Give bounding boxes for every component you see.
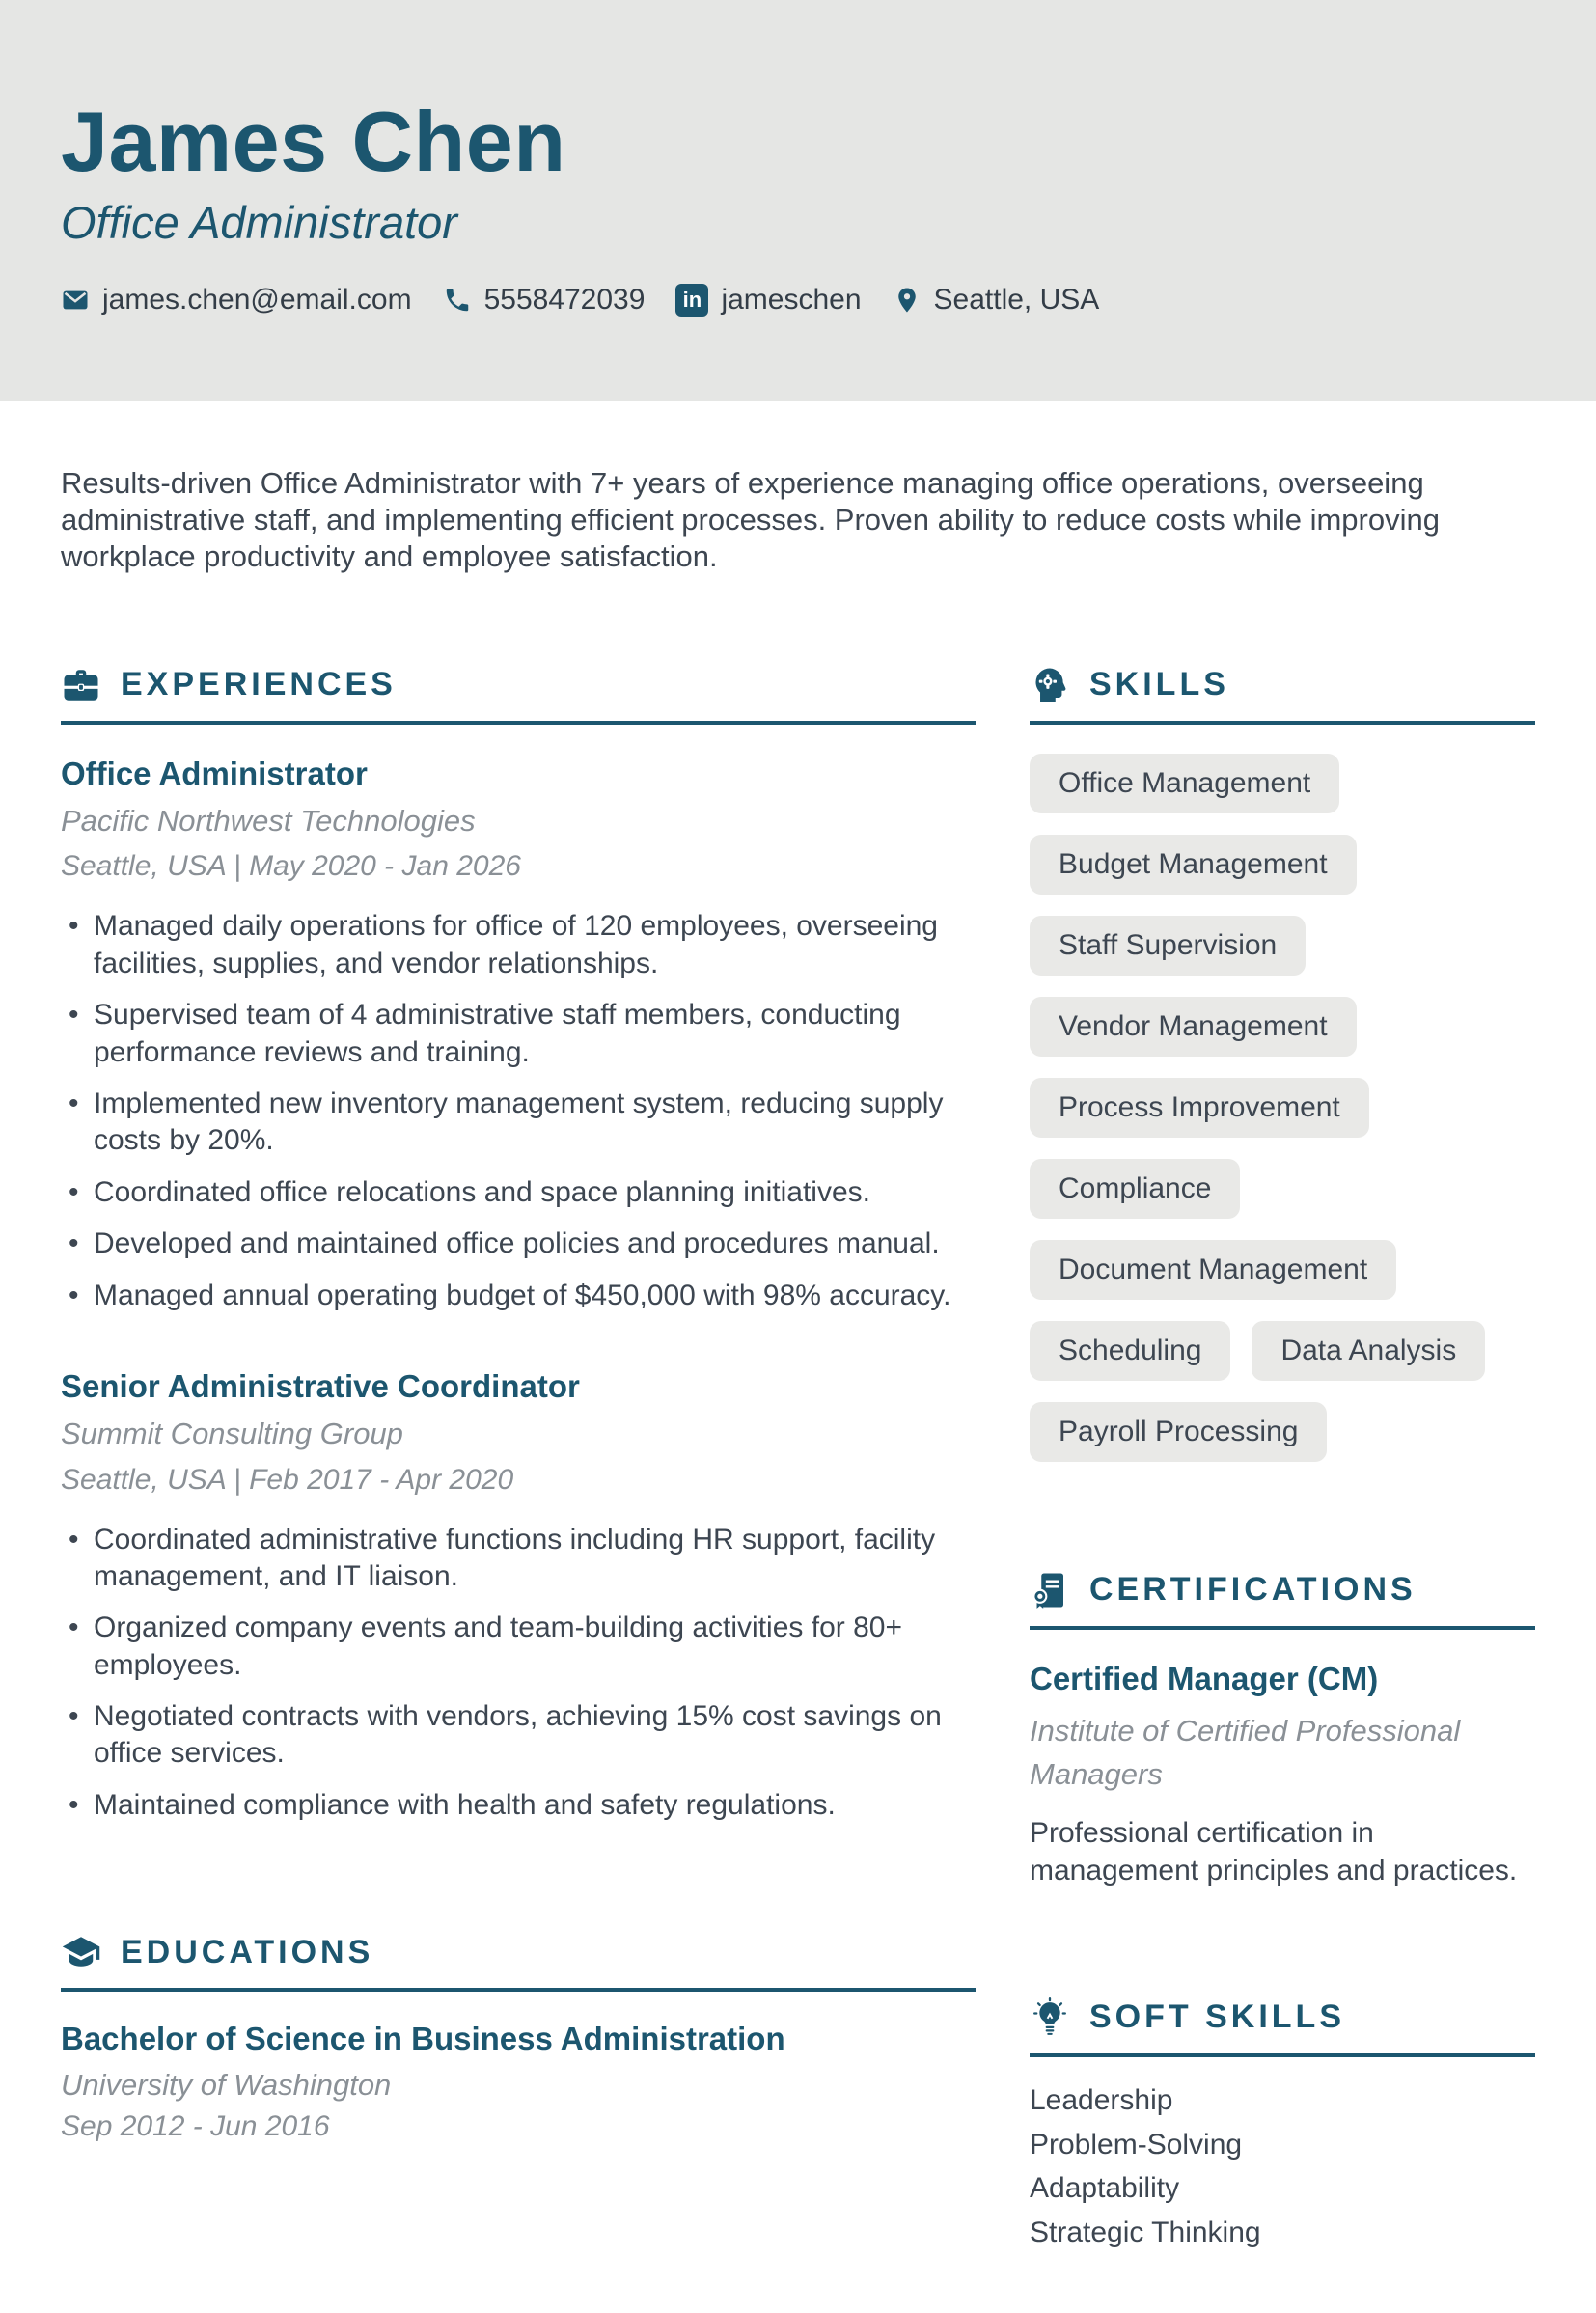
contact-email[interactable]	[61, 284, 412, 317]
skill-tag: Process Improvement	[1030, 1078, 1369, 1138]
job-bullet: • Coordinated administrative functions including HR support, facility management, and IT liaison.	[61, 1522, 976, 1596]
soft-skill-item: Leadership	[1030, 2083, 1173, 2116]
phone-icon	[443, 286, 472, 315]
job-location-dates: Seattle, USA | May 2020 - Jan 2026	[61, 850, 521, 883]
education-entry	[61, 2019, 976, 2143]
resume-body	[0, 465, 1596, 2313]
graduation-cap-icon	[61, 1932, 101, 1972]
certification-issuer: Institute of Certified Professional Managers	[1030, 1713, 1461, 1791]
soft-skill-item: Problem-Solving	[1030, 2128, 1243, 2161]
experiences-header	[61, 665, 976, 725]
two-column-layout	[61, 665, 1535, 2255]
skills-section	[1030, 665, 1535, 1462]
certifications-section	[1030, 1570, 1535, 1889]
summary-paragraph: Results-driven Office Administrator with 7+ years of experience managing office operations, overseeing administrative staff, and implementing efficient processes. Proven ability to reduce costs while improving workplace productivity and employee satisfaction.	[61, 465, 1440, 574]
experiences-section	[61, 665, 976, 1824]
certificate-icon	[1030, 1570, 1070, 1611]
job-bullet: • Supervised team of 4 administrative staff members, conducting performance reviews and training.	[61, 997, 976, 1071]
soft-skill-list	[1030, 2079, 1535, 2256]
header	[0, 0, 1596, 401]
contact-row	[61, 284, 1535, 317]
skills-heading: SKILLS	[1089, 666, 1229, 703]
skill-tag: Budget Management	[1030, 835, 1357, 895]
certifications-header	[1030, 1570, 1535, 1630]
skill-tag: Data Analysis	[1252, 1321, 1485, 1381]
skill-tag: Vendor Management	[1030, 997, 1357, 1057]
contact-phone[interactable]	[443, 284, 646, 317]
job-location-dates: Seattle, USA | Feb 2017 - Apr 2020	[61, 1463, 514, 1496]
education-dates: Sep 2012 - Jun 2016	[61, 2110, 330, 2143]
education-degree: Bachelor of Science in Business Administration	[61, 2021, 785, 2057]
certification-description: Professional certification in management principles and practices.	[1030, 1816, 1518, 1886]
soft-skills-heading: SOFT SKILLS	[1089, 1998, 1345, 2036]
person-name: James Chen	[61, 94, 566, 189]
email-icon	[61, 286, 90, 315]
job-bullet: • Organized company events and team-building activities for 80+ employees.	[61, 1610, 976, 1684]
job-company: Summit Consulting Group	[61, 1417, 403, 1451]
person-job-title: Office Administrator	[61, 197, 457, 249]
briefcase-icon	[61, 665, 101, 705]
contact-email-text: james.chen@email.com	[102, 283, 412, 316]
contact-phone-text: 5558472039	[483, 283, 646, 316]
skill-tag: Office Management	[1030, 754, 1339, 813]
job-company: Pacific Northwest Technologies	[61, 804, 476, 839]
job-bullet: • Managed daily operations for office of 120 employees, overseeing facilities, supplies, and vendor relationships.	[61, 908, 976, 982]
education-school: University of Washington	[61, 2068, 392, 2103]
contact-linkedin[interactable]	[675, 284, 861, 317]
skill-tag-list	[1030, 754, 1535, 1462]
contact-linkedin-text: jameschen	[721, 283, 862, 316]
skill-tag: Compliance	[1030, 1159, 1240, 1219]
skill-tag: Scheduling	[1030, 1321, 1230, 1381]
soft-skill-item: Strategic Thinking	[1030, 2217, 1261, 2249]
job-entry	[61, 1366, 976, 1824]
head-brain-icon	[1030, 665, 1070, 705]
skill-tag: Payroll Processing	[1030, 1402, 1327, 1462]
skill-tag: Staff Supervision	[1030, 916, 1306, 976]
certification-name: Certified Manager (CM)	[1030, 1660, 1379, 1696]
skill-tag: Document Management	[1030, 1240, 1396, 1300]
educations-section	[61, 1932, 976, 2143]
job-title: Senior Administrative Coordinator	[61, 1367, 580, 1404]
location-icon	[893, 286, 922, 315]
skills-header	[1030, 665, 1535, 725]
linkedin-icon	[675, 284, 708, 317]
lightbulb-icon	[1030, 1997, 1070, 2038]
educations-heading: EDUCATIONS	[121, 1933, 374, 1970]
contact-location	[893, 284, 1100, 317]
job-bullet: • Developed and maintained office policies and procedures manual.	[61, 1225, 976, 1262]
educations-header	[61, 1932, 976, 1992]
experiences-heading: EXPERIENCES	[121, 666, 397, 703]
job-bullet-list	[61, 1522, 976, 1825]
job-bullet-list	[61, 908, 976, 1314]
soft-skill-item: Adaptability	[1030, 2172, 1180, 2205]
contact-location-text: Seattle, USA	[933, 283, 1100, 316]
job-bullet: • Managed annual operating budget of $450,000 with 98% accuracy.	[61, 1278, 976, 1314]
job-entry	[61, 754, 976, 1314]
soft-skills-section	[1030, 1997, 1535, 2256]
job-bullet: • Negotiated contracts with vendors, achieving 15% cost savings on office services.	[61, 1698, 976, 1773]
job-bullet: • Maintained compliance with health and safety regulations.	[61, 1787, 976, 1824]
soft-skills-header	[1030, 1997, 1535, 2057]
certification-entry	[1030, 1659, 1535, 1889]
job-title: Office Administrator	[61, 755, 368, 791]
certifications-heading: CERTIFICATIONS	[1089, 1571, 1417, 1609]
right-column	[1030, 665, 1535, 2255]
job-bullet: • Coordinated office relocations and space planning initiatives.	[61, 1174, 976, 1211]
left-column	[61, 665, 976, 2144]
job-bullet: • Implemented new inventory management system, reducing supply costs by 20%.	[61, 1086, 976, 1160]
